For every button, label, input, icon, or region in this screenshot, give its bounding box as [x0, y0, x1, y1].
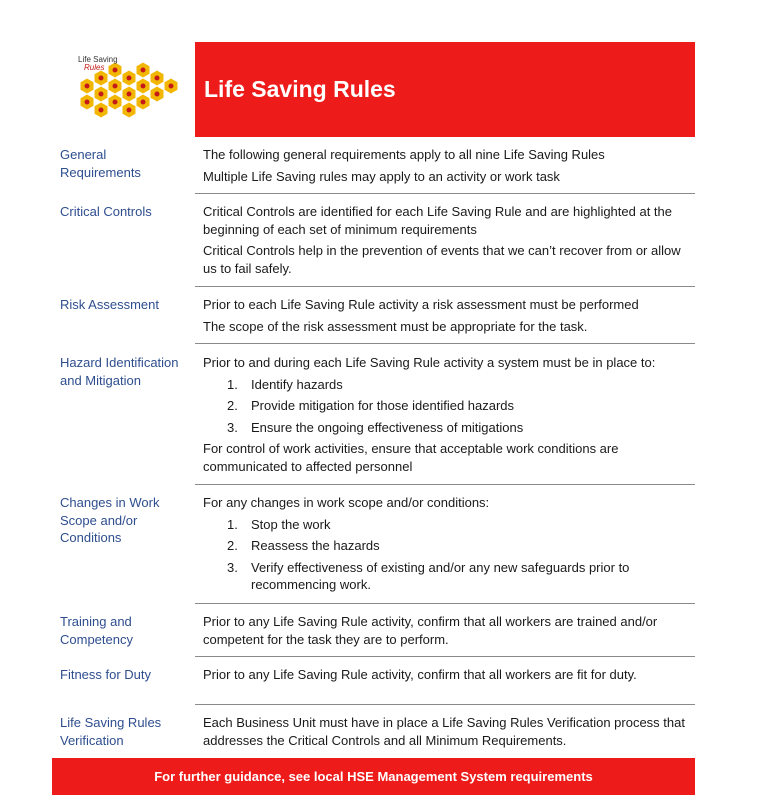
list-item [203, 397, 695, 415]
row-paragraph: The following general requirements apply to all nine Life Saving Rules [203, 147, 605, 162]
row-divider [195, 286, 695, 287]
row-body [203, 146, 695, 189]
list-item [203, 537, 695, 555]
row-paragraph: Prior to each Life Saving Rule activity a risk assessment must be performed [203, 297, 639, 312]
row-divider [195, 484, 695, 485]
list-number: 3. [227, 419, 238, 435]
row-paragraph: Prior to any Life Saving Rule activity, confirm that all workers are trained and/or competent for the task they are to perform. [203, 614, 658, 647]
row-body [203, 203, 695, 281]
row-paragraph: The scope of the risk assessment must be appropriate for the task. [203, 318, 588, 334]
row-body [203, 613, 695, 652]
row-paragraph: For any changes in work scope and/or conditions: [203, 495, 490, 510]
row-label: Critical Controls [60, 204, 152, 219]
list-number: 2. [227, 538, 238, 553]
page-title: Life Saving Rules [204, 76, 396, 102]
list-number: 1. [227, 376, 238, 392]
title-banner [195, 42, 695, 137]
row-divider [195, 603, 695, 604]
list-text: Reassess the hazards [251, 538, 380, 553]
row-label: Hazard Identification and Mitigation [60, 355, 179, 388]
row-paragraph: Critical Controls are identified for each Life Saving Rule and are highlighted at the beginning of each set of minimum requirements [203, 204, 672, 237]
list-item [203, 419, 695, 437]
logo-text-line-1: Life Saving [78, 55, 118, 64]
row-body [203, 296, 695, 339]
row-divider [195, 704, 695, 705]
row-body [203, 666, 695, 688]
list-text: Stop the work [251, 516, 331, 532]
row-paragraph: Each Business Unit must have in place a Life Saving Rules Verification process that addresses the Critical Controls and all Minimum Requirements. [203, 715, 685, 748]
list-item [203, 559, 695, 594]
row-label: Changes in Work Scope and/or Conditions [60, 495, 160, 545]
list-text: Verify effectiveness of existing and/or any new safeguards prior to recommencing work. [251, 559, 630, 592]
footer-banner: For further guidance, see local HSE Management System requirements [52, 758, 695, 795]
life-saving-rules-logo [70, 55, 180, 125]
logo-text-line-2: Rules [84, 63, 105, 72]
row-paragraph: Prior to and during each Life Saving Rule activity a system must be in place to: [203, 355, 656, 370]
row-label: Life Saving Rules Verification [60, 715, 162, 748]
list-text: Provide mitigation for those identified hazards [251, 398, 515, 413]
row-label: Fitness for Duty [60, 667, 152, 682]
list-item [203, 516, 695, 534]
row-body [203, 714, 695, 753]
list-number: 3. [227, 559, 238, 575]
row-paragraph: Prior to any Life Saving Rule activity, confirm that all workers are fit for duty. [203, 667, 637, 682]
list-number: 2. [227, 398, 238, 413]
row-paragraph: Multiple Life Saving rules may apply to an activity or work task [203, 168, 560, 184]
row-body [203, 354, 695, 479]
row-divider [195, 343, 695, 344]
list-number: 1. [227, 516, 238, 532]
row-label: Training and Competency [60, 614, 133, 647]
row-body [203, 494, 695, 598]
list-text: Ensure the ongoing effectiveness of mitigations [251, 419, 524, 435]
list-item [203, 376, 695, 394]
row-label: General Requirements [60, 147, 141, 180]
row-divider [195, 656, 695, 657]
row-label: Risk Assessment [60, 297, 159, 312]
list-text: Identify hazards [251, 376, 343, 392]
row-paragraph: Critical Controls help in the prevention of events that we can’t recover from or allow us to fail safely. [203, 243, 681, 276]
row-divider [195, 193, 695, 194]
row-paragraph: For control of work activities, ensure that acceptable work conditions are communicated to affected personnel [203, 441, 619, 474]
